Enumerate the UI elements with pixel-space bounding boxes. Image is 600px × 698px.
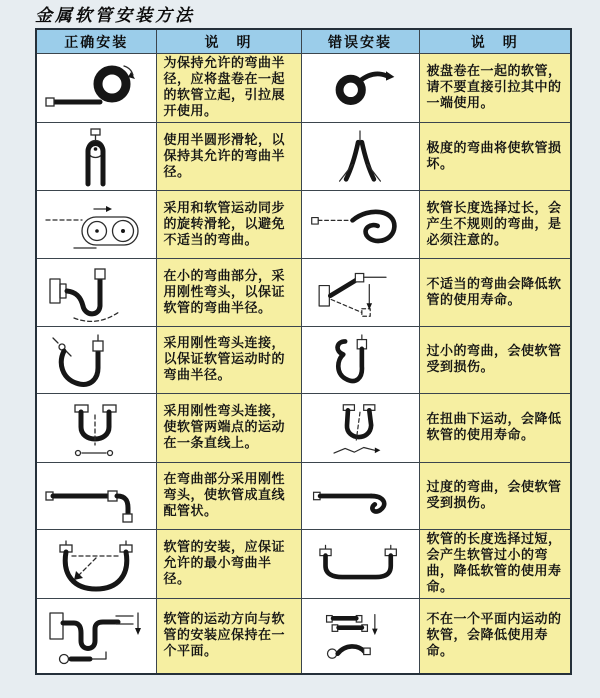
too-small-bend-hose-icon <box>308 330 412 390</box>
page-title: 金属软管安装方法 <box>35 6 195 26</box>
correct-note-cell <box>156 327 301 394</box>
note-text: 使用半圆形滑轮，以保持其允许的弯曲半径。 <box>163 132 286 180</box>
wrong-note-cell <box>419 123 571 191</box>
table-row <box>36 463 571 530</box>
note-text: 软管的长度选择过短，会产生软管过小的弯曲，降低软管的使用寿命。 <box>426 532 562 595</box>
correct-illustration-cell <box>36 259 156 327</box>
table-row <box>36 123 571 191</box>
correct-note-cell <box>156 394 301 463</box>
table-row <box>36 54 571 123</box>
note-text: 过小的弯曲，会使软管受到损伤。 <box>426 344 562 375</box>
wrong-note-cell <box>419 394 571 463</box>
header-note-1: 说 明 <box>156 29 301 54</box>
correct-note-cell <box>156 54 301 123</box>
correct-note-cell <box>156 599 301 674</box>
wrong-illustration-cell <box>301 530 419 599</box>
note-text: 为保持允许的弯曲半径，应将盘卷在一起的软管立起，引拉展开使用。 <box>163 56 286 119</box>
wrong-illustration-cell <box>301 463 419 530</box>
single-plane-motion-hose-icon <box>40 603 152 669</box>
correct-illustration-cell <box>36 191 156 259</box>
correct-note-cell <box>156 123 301 191</box>
wrong-note-cell <box>419 327 571 394</box>
wrong-note-cell <box>419 530 571 599</box>
rigid-elbow-connection-icon <box>40 330 152 390</box>
wrong-note-cell <box>419 54 571 123</box>
table-row <box>36 327 571 394</box>
straight-pipe-rigid-elbow-icon <box>40 466 152 526</box>
wrong-note-cell <box>419 599 571 674</box>
correct-illustration-cell <box>36 327 156 394</box>
header-correct-install: 正确安装 <box>36 29 156 54</box>
rigid-elbow-small-bend-icon <box>40 261 152 325</box>
header-wrong-install: 错误安装 <box>301 29 419 54</box>
note-text: 在弯曲部分采用刚性弯头，使软管成直线配管状。 <box>163 472 286 519</box>
correct-note-cell <box>156 463 301 530</box>
twisted-u-hose-icon <box>308 397 412 459</box>
table-row <box>36 394 571 463</box>
table-row <box>36 599 571 674</box>
correct-illustration-cell <box>36 599 156 674</box>
note-text: 在小的弯曲部分，采用刚性弯头，以保证软管的弯曲半径。 <box>163 268 286 316</box>
note-text: 被盘卷在一起的软管，请不要直接引拉其中的一端使用。 <box>426 64 562 111</box>
correct-note-cell <box>156 530 301 599</box>
note-text: 软管的安装，应保证允许的最小弯曲半径。 <box>163 540 286 587</box>
standing-coil-hose-icon <box>40 58 152 118</box>
table-header-row <box>36 29 571 54</box>
note-text: 软管长度选择过长，会产生不规则的弯曲，是必须注意的。 <box>426 200 562 248</box>
correct-note-cell <box>156 191 301 259</box>
note-text: 不适当的弯曲会降低软管的使用寿命。 <box>426 276 562 308</box>
wrong-note-cell <box>419 191 571 259</box>
note-text: 采用和软管运动同步的旋转滑轮，以避免不适当的弯曲。 <box>163 200 286 248</box>
hose-installation-table <box>35 28 572 675</box>
too-short-flat-hose-icon <box>305 534 415 594</box>
wrong-illustration-cell <box>301 123 419 191</box>
wrong-note-cell <box>419 463 571 530</box>
header-note-2: 说 明 <box>419 29 571 54</box>
note-text: 过度的弯曲，会使软管受到损伤。 <box>426 480 562 511</box>
inline-motion-u-hose-icon <box>40 397 152 459</box>
improper-bend-hose-icon <box>308 263 412 323</box>
table-row <box>36 191 571 259</box>
wrong-illustration-cell <box>301 394 419 463</box>
note-text: 不在一个平面内运动的软管，会降低使用寿命。 <box>426 611 562 659</box>
note-text: 极度的弯曲将使软管损坏。 <box>426 140 562 172</box>
note-text: 采用刚性弯头连接，以保证软管运动时的弯曲半径。 <box>163 336 286 383</box>
note-text: 在扭曲下运动，会降低软管的使用寿命。 <box>426 412 562 443</box>
table-row <box>36 530 571 599</box>
minimum-bend-radius-u-hose-icon <box>40 533 152 595</box>
wrong-note-cell <box>419 259 571 327</box>
extreme-bend-hose-icon <box>308 127 412 187</box>
correct-illustration-cell <box>36 463 156 530</box>
wrong-illustration-cell <box>301 327 419 394</box>
wrong-illustration-cell <box>301 191 419 259</box>
correct-illustration-cell <box>36 530 156 599</box>
pulled-coil-hose-icon <box>308 58 412 118</box>
note-text: 软管的运动方向与软管的安装应保持在一个平面。 <box>163 611 286 659</box>
semicircular-pulley-hose-icon <box>40 126 152 188</box>
synchronized-rotating-pulley-icon <box>40 195 152 255</box>
wrong-illustration-cell <box>301 599 419 674</box>
overbent-end-hose-icon <box>308 466 412 526</box>
table-row <box>36 259 571 327</box>
wrong-illustration-cell <box>301 259 419 327</box>
correct-illustration-cell <box>36 54 156 123</box>
overlong-irregular-bend-hose-icon <box>308 195 412 255</box>
correct-note-cell <box>156 259 301 327</box>
correct-illustration-cell <box>36 123 156 191</box>
out-of-plane-motion-hose-icon <box>308 603 412 669</box>
note-text: 采用刚性弯头连接，使软管两端点的运动在一条直线上。 <box>163 404 286 451</box>
wrong-illustration-cell <box>301 54 419 123</box>
correct-illustration-cell <box>36 394 156 463</box>
